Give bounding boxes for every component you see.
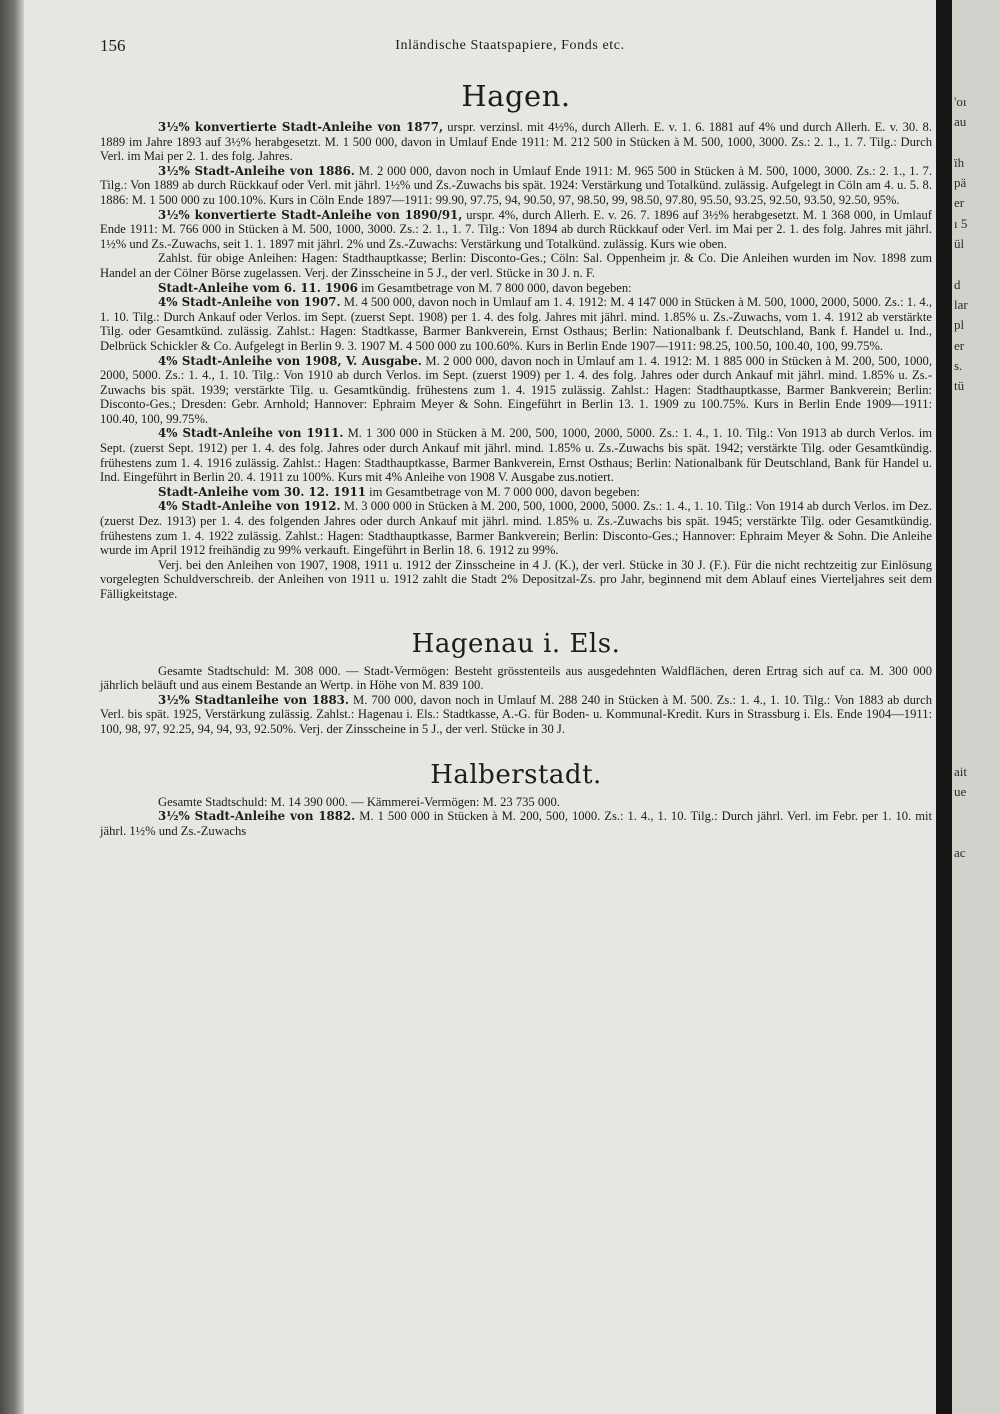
entry-hagenau-1883 bbox=[100, 693, 932, 737]
facing-page-fragment bbox=[954, 823, 1000, 843]
facing-page-fragment bbox=[954, 863, 1000, 883]
entry-lead: 3½% Stadt-Anleihe von 1886. bbox=[158, 163, 355, 178]
entry-text: urspr. verzinsl. mit 4½%, durch Allerh. E. v. 1. 6. 1881 auf 4% und durch Allerh. E. v. 30. 8. 1889 im Jahre 1893 auf 3½% herabgesetzt. M. 1 500 000, davon in Umlauf Ende 1911: M. 212 500 in Stücken à M. 500, 1000, 3000. Zs.: 2. 1., 1. 7. Tilg.: Durch Verl. im Mai per 2. 1. des folg. Jahres. bbox=[100, 120, 932, 164]
entry-text: M. 1 500 000 in Stücken à M. 200, 500, 1000. Zs.: 1. 4., 1. 10. Tilg.: Durch jährl. Verl. im Febr. per 1. 10. mit jährl. 1½% und Zs.-Zuwachs bbox=[100, 809, 932, 838]
section-title-hagen: Hagen. bbox=[461, 79, 571, 113]
facing-page-fragment bbox=[954, 579, 1000, 599]
facing-page-fragment: tü bbox=[954, 378, 965, 394]
facing-page-fragment bbox=[954, 437, 1000, 457]
entry-hagenau-summary: Gesamte Stadtschuld: M. 308 000. — Stadt-Vermögen: Besteht grösstenteils aus ausgedehnten Waldflächen, deren Ertrag sich auf ca. M. 300 000 jährlich beläuft und aus einem Bestande an Wertp. in Höhe von M. 839 100. bbox=[100, 663, 932, 693]
entry-hagen-1890 bbox=[100, 208, 932, 252]
entry-text: im Gesamtbetrage von M. 7 000 000, davon begeben: bbox=[366, 484, 640, 499]
entry-hagen-1912 bbox=[100, 499, 932, 557]
facing-page-fragment: pl bbox=[954, 317, 965, 333]
facing-page-fragment bbox=[954, 559, 1000, 579]
entry-lead: Stadt-Anleihe vom 6. 11. 1906 bbox=[158, 280, 358, 295]
entry-lead: 4% Stadt-Anleihe von 1912. bbox=[158, 499, 341, 514]
scan-left-edge bbox=[0, 0, 24, 1414]
facing-page-fragment bbox=[954, 681, 1000, 701]
facing-page-fragment: lar bbox=[954, 296, 968, 312]
scan-gutter bbox=[936, 0, 952, 1414]
facing-page-fragment bbox=[954, 742, 1000, 762]
facing-page-fragment: er bbox=[954, 195, 965, 211]
facing-page-fragment bbox=[954, 518, 1000, 538]
facing-page-fragment bbox=[954, 620, 1000, 640]
entry-halberstadt-1882 bbox=[100, 809, 932, 838]
entry-text: M. 3 000 000 in Stücken à M. 200, 500, 1000, 2000, 5000. Zs.: 1. 4., 1. 10. Tilg.: Von 1914 ab durch Verlos. im Dez. (zuerst Dez. 1913) per 1. 4. des folgenden Jahres oder durch Ankauf mit jährl. mind. 1.85% u. Zs.-Zuwachs bis spät. 1945; verstärkte Tilg. oder Gesamtkündig. frühestens zum 1. 4. 1922 zulässig. Zahlst.: Hagen: Stadthauptkasse, Barmer Bankverein; Berlin: Disconto-Ges.; Hannover: Ephraim Meyer & Sohn. Die Anleihe wurde im April 1912 freihändig zu 99% verkauft. Eingeführt in Berlin 18. 6. 1912 zu 99%. bbox=[100, 499, 932, 558]
facing-page-fragment bbox=[954, 498, 1000, 518]
facing-page-fragment bbox=[954, 660, 1000, 680]
facing-page-fragment bbox=[954, 396, 1000, 416]
entry-hagen-1906 bbox=[100, 281, 932, 296]
facing-page-fragment: ül bbox=[954, 236, 965, 252]
facing-page-fragment bbox=[954, 904, 1000, 924]
facing-page-fragment bbox=[954, 457, 1000, 477]
entry-lead: 4% Stadt-Anleihe von 1911. bbox=[158, 426, 344, 441]
facing-page-fragment: 'oı bbox=[954, 94, 967, 109]
text-column bbox=[100, 78, 932, 838]
entry-hagen-1907 bbox=[100, 295, 932, 353]
facing-page-fragment bbox=[954, 478, 1000, 498]
entry-hagen-1908 bbox=[100, 354, 932, 427]
facing-page-edge bbox=[952, 0, 1000, 1414]
page-header bbox=[100, 36, 920, 58]
facing-page-fragment bbox=[954, 133, 1000, 153]
entry-lead: 3½% konvertierte Stadt-Anleihe von 1890/91, bbox=[158, 207, 463, 222]
entry-text: M. 700 000, davon noch in Umlauf M. 288 240 in Stücken à M. 500. Zs.: 1. 4., 1. 10. Tilg.: Von 1883 ab durch Verl. bis spät. 1925, Verstärkung zulässig. Zahlst.: Hagenau i. Els.: Stadtkasse, A.-G. für Boden- u. Kommunal-Kredit. Kurs in Strassburg i. Els. Ende 1904—1911: 100, 98, 97, 92.25, 94, 94, 93, 92.50%. Verj. der Zinsscheine in 5 J., der verl. Stücke in 30 J. bbox=[100, 692, 933, 736]
facing-page-fragment bbox=[954, 539, 1000, 559]
entry-hagen-zahlstellen: Zahlst. für obige Anleihen: Hagen: Stadthauptkasse; Berlin: Disconto-Ges.; Cöln: Sal. Oppenheim jr. & Co. Die Anleihen wurden im Nov. 1898 zum Handel an der Cölner Börse zugelassen. Verj. der Zinsscheine in 5 J., der verl. Stücke in 30 J. n. F. bbox=[100, 251, 932, 280]
section-title-hagenau: Hagenau i. Els. bbox=[411, 628, 621, 659]
facing-page-fragment: d bbox=[954, 276, 961, 292]
facing-page-fragment: ait bbox=[954, 763, 967, 779]
facing-page-fragment bbox=[954, 924, 1000, 944]
entry-lead: 4% Stadt-Anleihe von 1907. bbox=[158, 295, 341, 310]
entry-text: M. 2 000 000, davon noch in Umlauf Ende 1911: M. 965 500 in Stücken à M. 500, 1000, 3000. Zs.: 2. 1., 1. 7. Tilg.: Von 1889 ab durch Rückkauf oder Verl. mit jährl. 1½% und Zs.-Zuwachs bis spät. 1924: Verstärkung und Totalkünd. zulässig. Aufgelegt in Cöln am 4. u. 5. 8. 1886: M. 1 500 000 zu 100.10%. Kurs in Cöln Ende 1897—1911: 99.90, 97.75, 94, 90.50, 97, 98.50, 99, 98.50, 97.80, 95.50, 93.25, 92.50, 93.50, 92.50, 95%. bbox=[100, 163, 932, 207]
facing-page-fragment: ac bbox=[954, 844, 966, 860]
entry-lead: 3½% Stadt-Anleihe von 1882. bbox=[158, 809, 356, 824]
facing-page-fragment bbox=[954, 721, 1000, 741]
entry-lead: Stadt-Anleihe vom 30. 12. 1911 bbox=[158, 484, 367, 499]
facing-page-fragment: ïh bbox=[954, 154, 965, 170]
facing-page-fragment: er bbox=[954, 337, 965, 353]
entry-lead: 3½% Stadtanleihe von 1883. bbox=[158, 692, 350, 707]
entry-lead: 4% Stadt-Anleihe von 1908, V. Ausgabe. bbox=[158, 353, 422, 368]
entry-hagen-verjaehrung: Verj. bei den Anleihen von 1907, 1908, 1911 u. 1912 der Zinsscheine in 4 J. (K.), der verl. Stücke in 30 J. (F.). Für die nicht rechtzeitig zur Einlösung vorgelegten Schuldverschreib. der Anleihen von 1911 u. 1912 zahlt die Stadt 2% Depositzal-Zs. pro Jahr, beginnend mit dem Ablauf eines Vierteljahres seit dem Fälligkeitstage. bbox=[100, 557, 932, 601]
facing-page-fragment bbox=[954, 640, 1000, 660]
section-title-halberstadt: Halberstadt. bbox=[430, 759, 602, 790]
facing-page-fragment bbox=[954, 701, 1000, 721]
entry-hagen-1911 bbox=[100, 426, 932, 484]
facing-page-fragment bbox=[954, 802, 1000, 822]
page-number: 156 bbox=[100, 36, 126, 55]
running-title: Inländische Staatspapiere, Fonds etc. bbox=[395, 38, 625, 53]
facing-page-fragment: s. bbox=[954, 357, 963, 373]
facing-page-fragment bbox=[954, 599, 1000, 619]
entry-text: M. 4 500 000, davon noch in Umlauf am 1. 4. 1912: M. 4 147 000 in Stücken à M. 500, 1000, 2000, 5000. Zs.: 1. 4., 1. 10. Tilg.: Durch Ankauf oder Verlos. im Sept. (zuerst Sept. 1908) per 1. 4. des folg. Jahres mit jährl. mind. 1.85% u. Zs.-Zuwachs, vom 1. 4. 1912 ab verstärkte Tilg. oder Gesamtkünd. zulässig. Zahlst.: Hagen: Stadtkasse, Barmer Bankverein, Ernst Osthaus; Berlin: Nationalbank f. Deutschland, Bank f. Handel u. Ind., Delbrück Schickler & Co. Aufgelegt in Berlin 9. 3. 1907 M. 4 500 000 zu 100.60%. Kurs in Berlin Ende 1907—1911: 98.25, 100.50, 100.40, 100, 99.75%. bbox=[100, 295, 932, 353]
entry-text: M. 1 300 000 in Stücken à M. 200, 500, 1000, 2000, 5000. Zs.: 1. 4., 1. 10. Tilg.: Von 1913 ab durch Verlos. im Sept. (zuerst Sept. 1912) per 1. 4. des folg. Jahres oder durch Ankauf mit jährl. mind. 1.85% u. Zs.-Zuwachs bis spät. 1942; verstärkte Tilg. oder Gesamtkündig. frühestens zum 1. 4. 1916 zulässig. Zahlst.: Hagen: Stadthauptkasse, Barmer Bankverein, Ernst Osthaus; Berlin: Nationalbank für Deutschland, Bank für Handel u. Ind. Eingeführt in Berlin 20. 4. 1911 zu 100%. Kurs mit 4% Anleihe von 1908 V. Ausgabe zus.notiert. bbox=[100, 426, 933, 485]
facing-page-fragment: au bbox=[954, 114, 967, 130]
facing-page-fragment: ı 5 bbox=[954, 215, 968, 231]
entry-text: im Gesamtbetrage von M. 7 800 000, davon begeben: bbox=[357, 280, 632, 295]
facing-page-fragment bbox=[954, 884, 1000, 904]
entry-text: M. 2 000 000, davon noch in Umlauf am 1. 4. 1912: M. 1 885 000 in Stücken à M. 200, 500, 1000, 2000, 5000. Zs.: 1. 4., 1. 10. Tilg.: Von 1910 ab durch Verlos. im Sept. (zuerst 1909) per 1. 4. des folg. Jahres oder durch Ankauf mit jährl. mind. 1.85% u. Zs.-Zuwachs bis spät. 1939; verstärkte Tilg. u. Gesamtkündig. frühestens zum 1. 4. 1915 zulässig. Zahlst.: Hagen: Stadthauptkasse, Barmer Bankverein; Berlin: Disconto-Ges.; Dresden: Gebr. Arnhold; Hannover: Ephraim Meyer & Sohn. Eingeführt in Berlin 13. 1. 1909 zu 100.75%. Kurs in Berlin Ende 1909—1911: 100.40, 100, 99.75%. bbox=[100, 353, 932, 426]
facing-page-fragment bbox=[954, 417, 1000, 437]
facing-page-fragment bbox=[954, 254, 1000, 274]
entry-hagen-1911-dec bbox=[100, 485, 932, 500]
entry-halberstadt-summary: Gesamte Stadtschuld: M. 14 390 000. — Kämmerei-Vermögen: M. 23 735 000. bbox=[158, 794, 560, 809]
entry-text: urspr. 4%, durch Allerh. E. v. 26. 7. 1896 auf 3½% herabgesetzt. M. 1 368 000, in Umlauf Ende 1911: M. 766 000 in Stücken à M. 500, 1000, 3000. Zs.: 2. 1., 1. 7. Tilg.: Von 1894 ab durch Rückkauf oder Verl. im Mai per 2. 1. des folg. Jahres mit jährl. 1½% und Zs.-Zuwachs, seit 1. 1. 1897 mit jährl. 2% und Zs.-Zuwachs: Verstärkung und Totalkünd. zulässig. Kurs wie oben. bbox=[100, 207, 933, 251]
entry-lead: 3½% konvertierte Stadt-Anleihe von 1877, bbox=[158, 120, 444, 134]
facing-page-fragments bbox=[952, 0, 1000, 944]
entry-hagen-1877 bbox=[100, 120, 932, 164]
facing-page-fragment: pä bbox=[954, 175, 967, 191]
facing-page-fragment: ue bbox=[954, 784, 967, 800]
entry-hagen-1886 bbox=[100, 164, 932, 208]
